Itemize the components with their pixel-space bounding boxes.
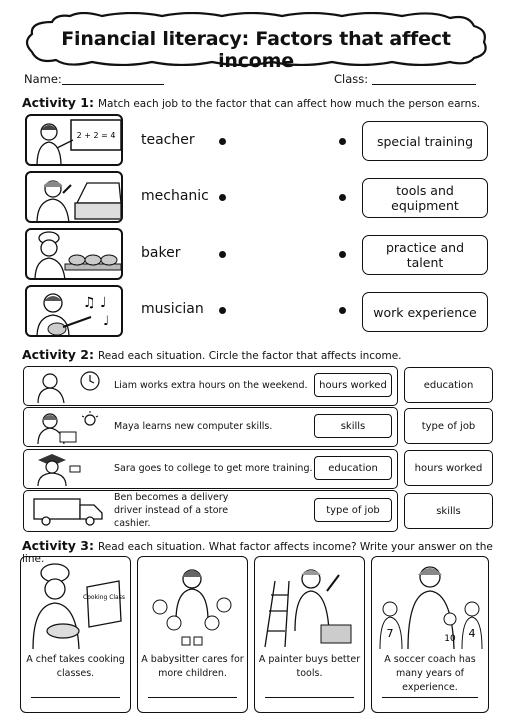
name-class-row — [24, 72, 488, 88]
match-dot-left[interactable] — [219, 307, 226, 314]
option-hours-worked[interactable]: hours worked — [404, 450, 493, 486]
title-banner — [22, 12, 490, 72]
musician-icon — [27, 287, 123, 337]
option-education[interactable]: education — [404, 367, 493, 403]
activity3-instruction: Read each situation. What factor affects income? Write your answer on the line. — [22, 541, 493, 565]
match-dot-right[interactable] — [339, 138, 346, 145]
card-text: A chef takes cooking classes. — [26, 654, 125, 679]
option-type-of-job[interactable]: type of job — [314, 498, 392, 522]
name-label: Name: — [24, 72, 62, 86]
situation-row — [23, 407, 398, 447]
jersey-number: 4 — [468, 627, 476, 640]
chef-icon — [25, 561, 126, 649]
mechanic-icon — [27, 173, 123, 223]
activity2-instruction: Read each situation. Circle the factor that affects income. — [97, 350, 402, 362]
name-line[interactable] — [62, 84, 164, 85]
activity3-label: Activity 3: — [22, 538, 94, 553]
card-text: A painter buys better tools. — [258, 654, 361, 679]
match-dot-left[interactable] — [219, 251, 226, 258]
job-teacher: teacher — [141, 132, 195, 148]
graduate-icon — [30, 452, 106, 486]
scenario-card — [137, 556, 248, 713]
match-dot-left[interactable] — [219, 138, 226, 145]
class-line[interactable] — [372, 84, 476, 85]
factor-work-experience: work experience — [362, 292, 488, 332]
page-title: Financial literacy: Factors that affect income — [61, 28, 451, 72]
option-type-of-job[interactable]: type of job — [404, 408, 493, 444]
soccer-coach-icon — [376, 561, 484, 649]
answer-line[interactable] — [265, 697, 354, 698]
scenario-card — [254, 556, 365, 713]
svg-text:♫ ♩: ♫ ♩ — [83, 295, 107, 311]
scenario-card — [20, 556, 131, 713]
jersey-number: 7 — [386, 627, 394, 640]
book-text: Cooking Class — [83, 594, 125, 601]
board-text: 2 + 2 = 4 — [76, 131, 116, 140]
teacher-icon — [27, 116, 123, 166]
baker-icon — [27, 230, 123, 280]
painter-icon — [259, 561, 360, 649]
match-dot-right[interactable] — [339, 251, 346, 258]
option-education[interactable]: education — [314, 456, 392, 480]
babysitter-icon — [142, 561, 243, 649]
option-skills[interactable]: skills — [404, 493, 493, 529]
activity2-label: Activity 2: — [22, 347, 94, 362]
baker-picture — [25, 228, 123, 280]
situation-text: Ben becomes a delivery driver instead of a store cashier. — [114, 491, 229, 530]
job-mechanic: mechanic — [141, 188, 209, 204]
teacher-picture — [25, 114, 123, 166]
lightbulb-girl-icon — [30, 410, 106, 444]
jersey-number: 10 — [444, 634, 456, 644]
job-baker: baker — [141, 245, 181, 261]
match-dot-left[interactable] — [219, 194, 226, 201]
situation-row — [23, 366, 398, 406]
activity1-label: Activity 1: — [22, 95, 94, 110]
answer-line[interactable] — [148, 697, 237, 698]
card-text: A soccer coach has many years of experience. — [384, 654, 476, 693]
card-text: A babysitter cares for more children. — [141, 654, 244, 679]
situation-text: Sara goes to college to get more training. — [114, 462, 313, 474]
option-hours-worked[interactable]: hours worked — [314, 373, 392, 397]
situation-row — [23, 449, 398, 489]
factor-special-training: special training — [362, 121, 488, 161]
option-skills[interactable]: skills — [314, 414, 392, 438]
answer-line[interactable] — [382, 697, 478, 698]
match-dot-right[interactable] — [339, 307, 346, 314]
match-dot-right[interactable] — [339, 194, 346, 201]
factor-tools-equipment-text: tools and equipment — [391, 183, 459, 213]
job-musician: musician — [141, 301, 204, 317]
clock-boy-icon — [30, 369, 106, 403]
activity1-heading — [22, 95, 480, 110]
svg-text:♩: ♩ — [103, 314, 110, 329]
musician-picture — [25, 285, 123, 337]
delivery-truck-icon — [30, 493, 106, 527]
activity1-instruction: Match each job to the factor that can affect how much the person earns. — [97, 98, 481, 110]
answer-line[interactable] — [31, 697, 120, 698]
class-label: Class: — [334, 72, 369, 86]
factor-tools-equipment — [362, 178, 488, 218]
mechanic-picture — [25, 171, 123, 223]
situation-row — [23, 490, 398, 532]
situation-text: Maya learns new computer skills. — [114, 420, 273, 432]
factor-practice-talent — [362, 235, 488, 275]
situation-text: Liam works extra hours on the weekend. — [114, 379, 308, 391]
factor-practice-talent-text: practice and talent — [385, 240, 465, 270]
activity2-heading — [22, 347, 402, 362]
scenario-card — [371, 556, 489, 713]
